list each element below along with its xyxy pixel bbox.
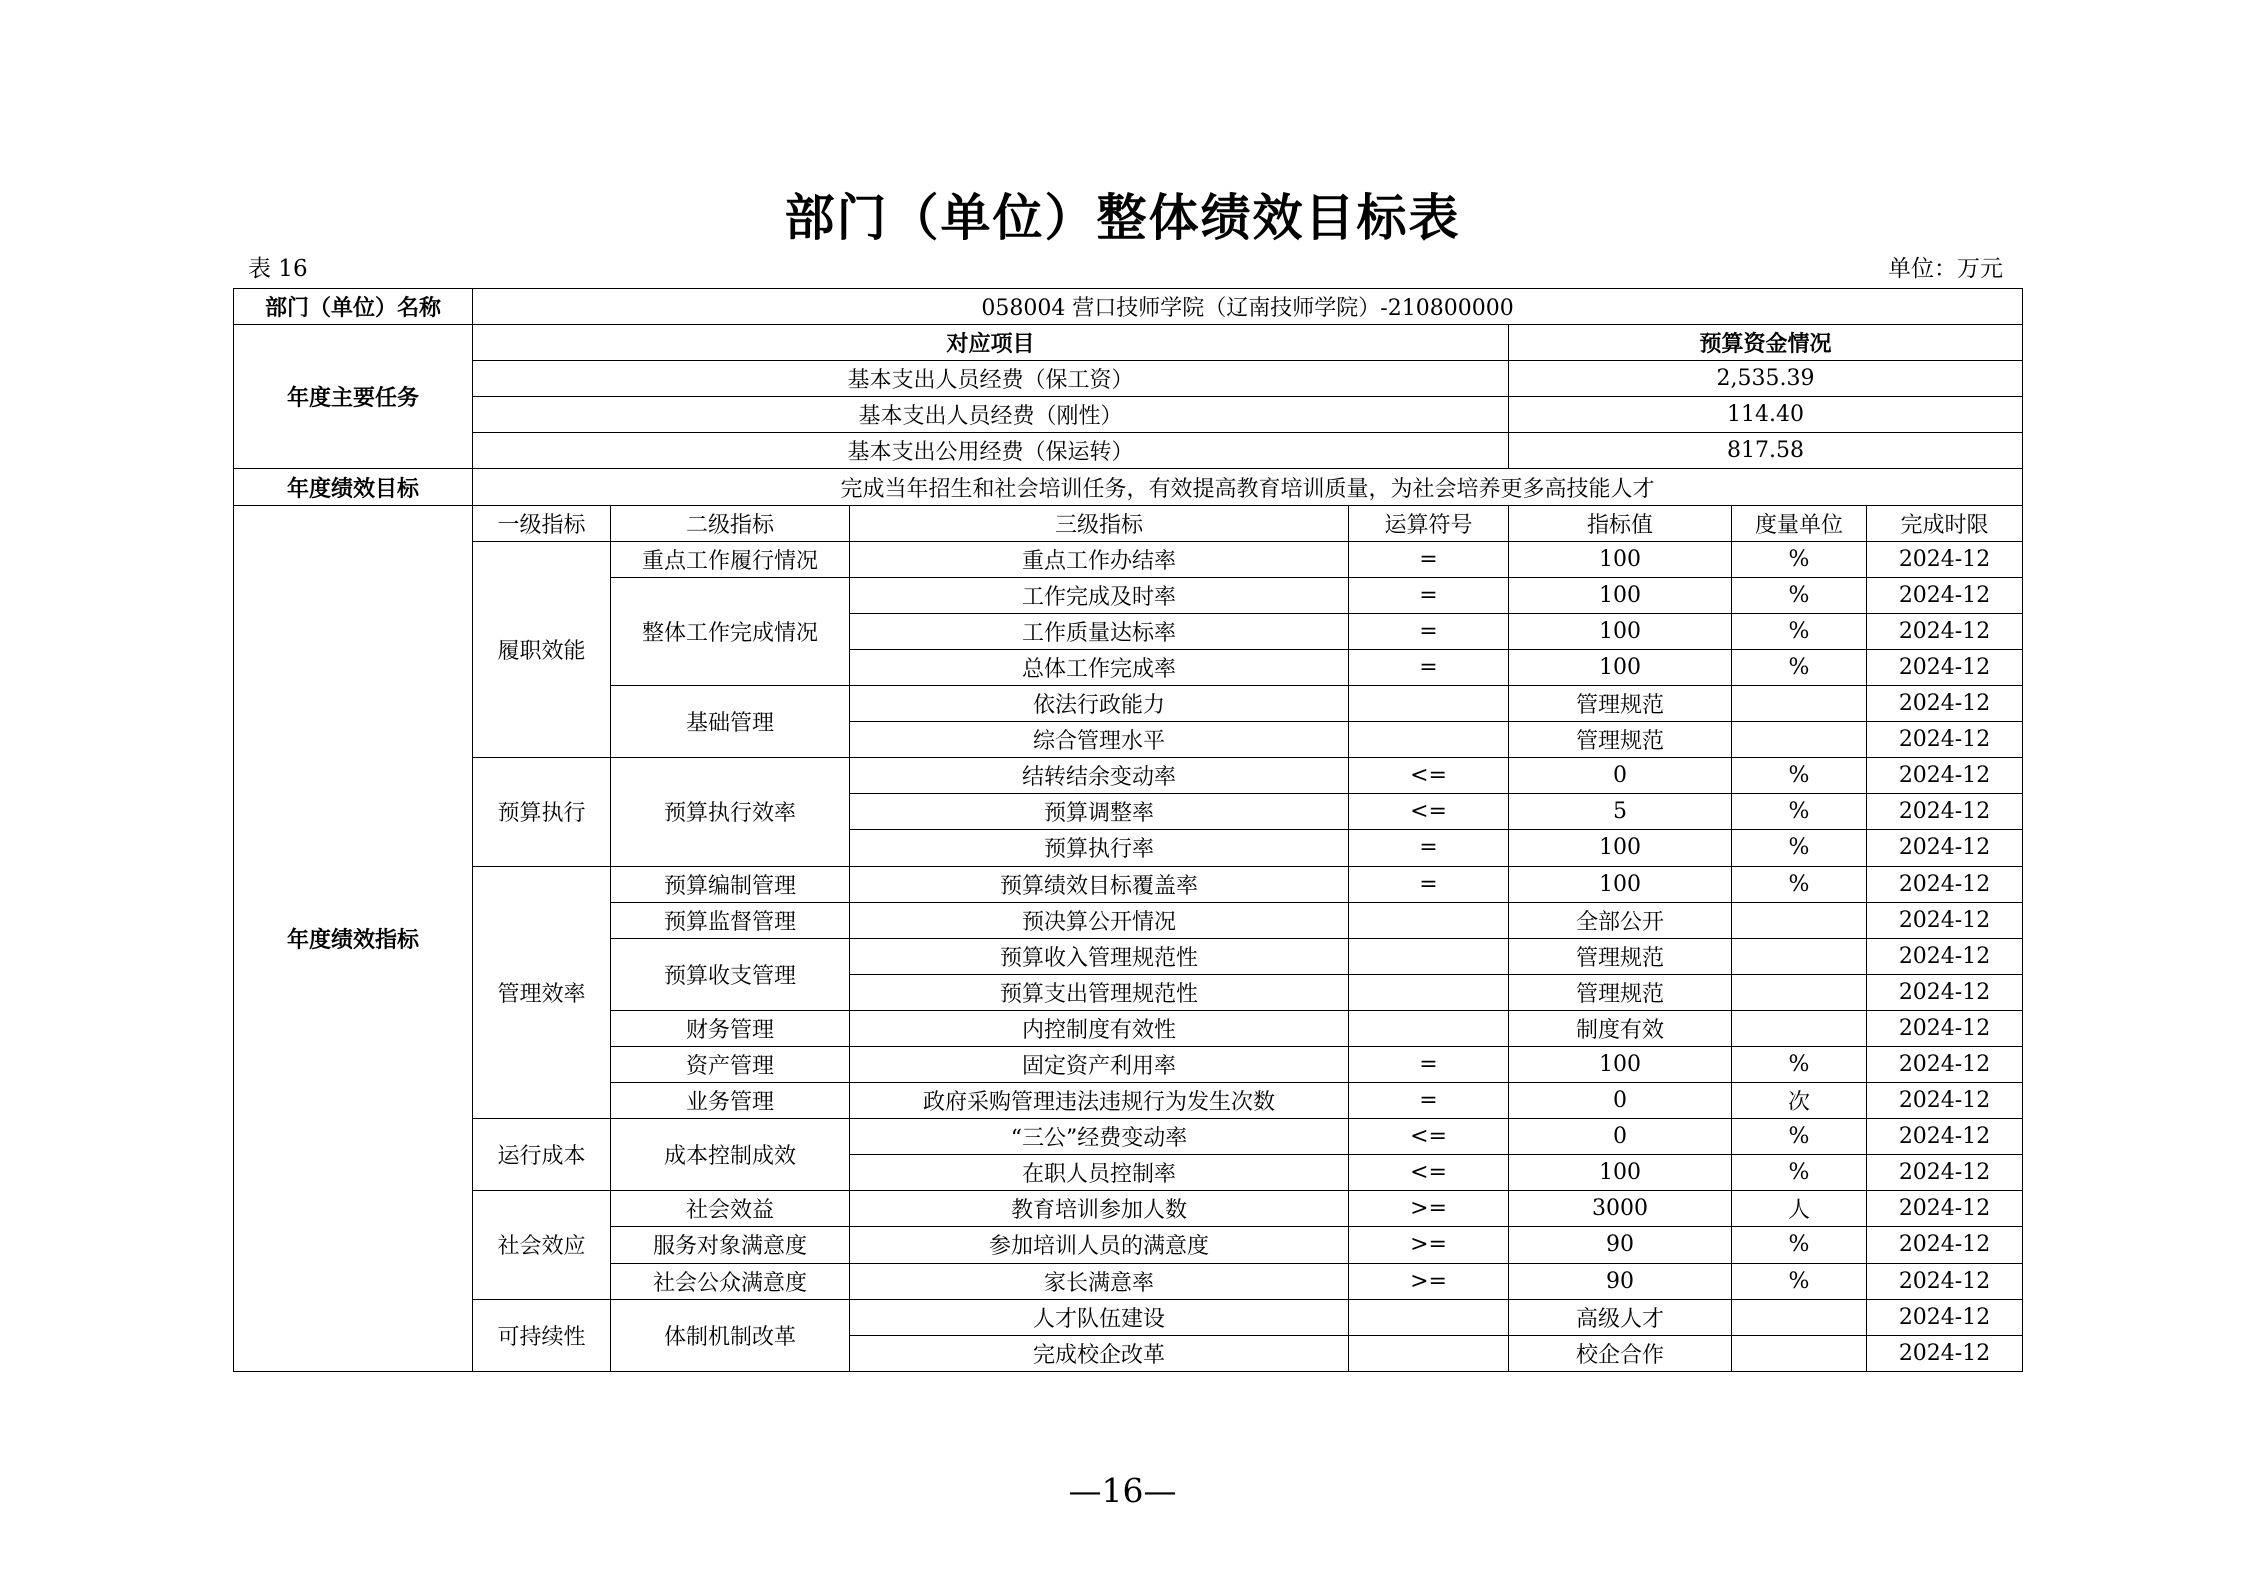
measure-unit-cell: %: [1732, 649, 1867, 685]
deadline-cell: 2024-12: [1867, 1046, 2023, 1082]
deadline-cell: 2024-12: [1867, 613, 2023, 649]
target-value-cell: 0: [1509, 1119, 1732, 1155]
level3-indicator: 工作质量达标率: [850, 613, 1349, 649]
deadline-cell: 2024-12: [1867, 722, 2023, 758]
level2-indicator: 成本控制成效: [611, 1119, 850, 1191]
level2-indicator: 基础管理: [611, 686, 850, 758]
table-row: [234, 325, 2023, 361]
target-value-cell: 100: [1509, 830, 1732, 866]
page-number: —16—: [1068, 1471, 1177, 1510]
tasks-header-item: 对应项目: [473, 325, 1509, 361]
level2-indicator: 服务对象满意度: [611, 1227, 850, 1263]
deadline-cell: 2024-12: [1867, 649, 2023, 685]
target-value-cell: 0: [1509, 758, 1732, 794]
level3-indicator: 工作完成及时率: [850, 577, 1349, 613]
measure-unit-cell: %: [1732, 541, 1867, 577]
measure-unit-cell: [1732, 938, 1867, 974]
measure-unit-cell: %: [1732, 866, 1867, 902]
level3-indicator: 预算支出管理规范性: [850, 974, 1349, 1010]
measure-unit-cell: %: [1732, 758, 1867, 794]
operator-cell: <=: [1349, 1119, 1509, 1155]
goal-label: 年度绩效目标: [234, 469, 473, 505]
target-value-cell: 100: [1509, 613, 1732, 649]
table-number: 表 16: [248, 256, 308, 282]
level3-indicator: 总体工作完成率: [850, 649, 1349, 685]
operator-cell: =: [1349, 1046, 1509, 1082]
target-value-cell: 0: [1509, 1083, 1732, 1119]
indicators-label: 年度绩效指标: [234, 505, 473, 1371]
table-row: [234, 1119, 2023, 1155]
table-row: [234, 361, 2023, 397]
deadline-cell: 2024-12: [1867, 794, 2023, 830]
measure-unit-cell: [1732, 1335, 1867, 1371]
level3-indicator: 结转结余变动率: [850, 758, 1349, 794]
target-value-cell: 管理规范: [1509, 686, 1732, 722]
level3-indicator: 预算绩效目标覆盖率: [850, 866, 1349, 902]
level2-indicator: 预算执行效率: [611, 758, 850, 866]
level3-indicator: 预算调整率: [850, 794, 1349, 830]
measure-unit-cell: [1732, 686, 1867, 722]
deadline-cell: 2024-12: [1867, 1083, 2023, 1119]
dept-name: 058004 营口技师学院（辽南技师学院）-210800000: [473, 289, 2023, 325]
operator-cell: <=: [1349, 794, 1509, 830]
level2-indicator: 体制机制改革: [611, 1299, 850, 1371]
table-row: [234, 758, 2023, 794]
level1-indicator: 预算执行: [473, 758, 611, 866]
measure-unit-cell: %: [1732, 794, 1867, 830]
deadline-cell: 2024-12: [1867, 902, 2023, 938]
operator-cell: =: [1349, 613, 1509, 649]
level2-indicator: 重点工作履行情况: [611, 541, 850, 577]
target-value-cell: 100: [1509, 866, 1732, 902]
operator-cell: <=: [1349, 1155, 1509, 1191]
task-item: 基本支出人员经费（保工资）: [473, 361, 1509, 397]
goal-text: 完成当年招生和社会培训任务，有效提高教育培训质量，为社会培养更多高技能人才: [473, 469, 2023, 505]
target-value-cell: 管理规范: [1509, 938, 1732, 974]
deadline-cell: 2024-12: [1867, 974, 2023, 1010]
level2-indicator: 财务管理: [611, 1010, 850, 1046]
unit-label: 单位：万元: [1888, 256, 2003, 282]
measure-unit-cell: [1732, 1010, 1867, 1046]
level2-indicator: 预算监督管理: [611, 902, 850, 938]
table-row: [234, 541, 2023, 577]
target-value-cell: 校企合作: [1509, 1335, 1732, 1371]
measure-unit-cell: %: [1732, 1227, 1867, 1263]
level1-indicator: 履职效能: [473, 541, 611, 758]
operator-cell: =: [1349, 541, 1509, 577]
task-item: 基本支出人员经费（刚性）: [473, 397, 1509, 433]
performance-target-table: [233, 288, 2023, 1372]
operator-cell: >=: [1349, 1191, 1509, 1227]
level3-indicator: “三公”经费变动率: [850, 1119, 1349, 1155]
level3-indicator: 人才队伍建设: [850, 1299, 1349, 1335]
measure-unit-cell: [1732, 722, 1867, 758]
deadline-cell: 2024-12: [1867, 1010, 2023, 1046]
operator-cell: =: [1349, 649, 1509, 685]
level3-indicator: 固定资产利用率: [850, 1046, 1349, 1082]
operator-cell: [1349, 722, 1509, 758]
level2-indicator: 社会效益: [611, 1191, 850, 1227]
header-level1: 一级指标: [473, 505, 611, 541]
measure-unit-cell: %: [1732, 1046, 1867, 1082]
operator-cell: =: [1349, 866, 1509, 902]
header-level2: 二级指标: [611, 505, 850, 541]
deadline-cell: 2024-12: [1867, 1191, 2023, 1227]
deadline-cell: 2024-12: [1867, 1227, 2023, 1263]
level3-indicator: 重点工作办结率: [850, 541, 1349, 577]
level3-indicator: 教育培训参加人数: [850, 1191, 1349, 1227]
level3-indicator: 家长满意率: [850, 1263, 1349, 1299]
level2-indicator: 资产管理: [611, 1046, 850, 1082]
task-budget: 817.58: [1509, 433, 2023, 469]
level3-indicator: 参加培训人员的满意度: [850, 1227, 1349, 1263]
header-value: 指标值: [1509, 505, 1732, 541]
header-unit: 度量单位: [1732, 505, 1867, 541]
target-value-cell: 100: [1509, 649, 1732, 685]
measure-unit-cell: %: [1732, 613, 1867, 649]
header-level3: 三级指标: [850, 505, 1349, 541]
level2-indicator: 整体工作完成情况: [611, 577, 850, 685]
task-budget: 2,535.39: [1509, 361, 2023, 397]
table-row: [234, 505, 2023, 541]
measure-unit-cell: 次: [1732, 1083, 1867, 1119]
level2-indicator: 预算收支管理: [611, 938, 850, 1010]
target-value-cell: 90: [1509, 1227, 1732, 1263]
target-value-cell: 100: [1509, 1155, 1732, 1191]
level1-indicator: 可持续性: [473, 1299, 611, 1371]
level3-indicator: 预算收入管理规范性: [850, 938, 1349, 974]
measure-unit-cell: [1732, 974, 1867, 1010]
table-row: [234, 397, 2023, 433]
deadline-cell: 2024-12: [1867, 1119, 2023, 1155]
level3-indicator: 政府采购管理违法违规行为发生次数: [850, 1083, 1349, 1119]
target-value-cell: 100: [1509, 1046, 1732, 1082]
deadline-cell: 2024-12: [1867, 686, 2023, 722]
table-row: [234, 289, 2023, 325]
level3-indicator: 预决算公开情况: [850, 902, 1349, 938]
header-deadline: 完成时限: [1867, 505, 2023, 541]
operator-cell: >=: [1349, 1227, 1509, 1263]
measure-unit-cell: 人: [1732, 1191, 1867, 1227]
level2-indicator: 业务管理: [611, 1083, 850, 1119]
level3-indicator: 预算执行率: [850, 830, 1349, 866]
header-operator: 运算符号: [1349, 505, 1509, 541]
level3-indicator: 在职人员控制率: [850, 1155, 1349, 1191]
page-title: 部门（单位）整体绩效目标表: [784, 188, 1461, 247]
deadline-cell: 2024-12: [1867, 1299, 2023, 1335]
target-value-cell: 3000: [1509, 1191, 1732, 1227]
operator-cell: [1349, 686, 1509, 722]
measure-unit-cell: %: [1732, 830, 1867, 866]
level2-indicator: 社会公众满意度: [611, 1263, 850, 1299]
operator-cell: [1349, 938, 1509, 974]
deadline-cell: 2024-12: [1867, 577, 2023, 613]
measure-unit-cell: %: [1732, 1119, 1867, 1155]
target-value-cell: 管理规范: [1509, 722, 1732, 758]
measure-unit-cell: %: [1732, 1263, 1867, 1299]
dept-label: 部门（单位）名称: [234, 289, 473, 325]
target-value-cell: 制度有效: [1509, 1010, 1732, 1046]
measure-unit-cell: [1732, 902, 1867, 938]
measure-unit-cell: [1732, 1299, 1867, 1335]
table-row: [234, 469, 2023, 505]
measure-unit-cell: %: [1732, 1155, 1867, 1191]
deadline-cell: 2024-12: [1867, 1335, 2023, 1371]
task-budget: 114.40: [1509, 397, 2023, 433]
tasks-label: 年度主要任务: [234, 325, 473, 469]
level3-indicator: 内控制度有效性: [850, 1010, 1349, 1046]
operator-cell: =: [1349, 830, 1509, 866]
level3-indicator: 综合管理水平: [850, 722, 1349, 758]
operator-cell: <=: [1349, 758, 1509, 794]
operator-cell: [1349, 1335, 1509, 1371]
deadline-cell: 2024-12: [1867, 866, 2023, 902]
operator-cell: =: [1349, 577, 1509, 613]
operator-cell: =: [1349, 1083, 1509, 1119]
operator-cell: [1349, 1299, 1509, 1335]
level3-indicator: 完成校企改革: [850, 1335, 1349, 1371]
tasks-header-budget: 预算资金情况: [1509, 325, 2023, 361]
level2-indicator: 预算编制管理: [611, 866, 850, 902]
deadline-cell: 2024-12: [1867, 541, 2023, 577]
deadline-cell: 2024-12: [1867, 758, 2023, 794]
level3-indicator: 依法行政能力: [850, 686, 1349, 722]
measure-unit-cell: %: [1732, 577, 1867, 613]
level1-indicator: 管理效率: [473, 866, 611, 1119]
deadline-cell: 2024-12: [1867, 1263, 2023, 1299]
operator-cell: [1349, 1010, 1509, 1046]
target-value-cell: 管理规范: [1509, 974, 1732, 1010]
target-value-cell: 高级人才: [1509, 1299, 1732, 1335]
target-value-cell: 90: [1509, 1263, 1732, 1299]
operator-cell: [1349, 974, 1509, 1010]
deadline-cell: 2024-12: [1867, 1155, 2023, 1191]
level1-indicator: 运行成本: [473, 1119, 611, 1191]
deadline-cell: 2024-12: [1867, 830, 2023, 866]
operator-cell: [1349, 902, 1509, 938]
level1-indicator: 社会效应: [473, 1191, 611, 1299]
table-row: [234, 1299, 2023, 1335]
target-value-cell: 5: [1509, 794, 1732, 830]
deadline-cell: 2024-12: [1867, 938, 2023, 974]
target-value-cell: 100: [1509, 541, 1732, 577]
target-value-cell: 全部公开: [1509, 902, 1732, 938]
operator-cell: >=: [1349, 1263, 1509, 1299]
table-row: [234, 866, 2023, 902]
table-row: [234, 1191, 2023, 1227]
table-row: [234, 433, 2023, 469]
task-item: 基本支出公用经费（保运转）: [473, 433, 1509, 469]
target-value-cell: 100: [1509, 577, 1732, 613]
